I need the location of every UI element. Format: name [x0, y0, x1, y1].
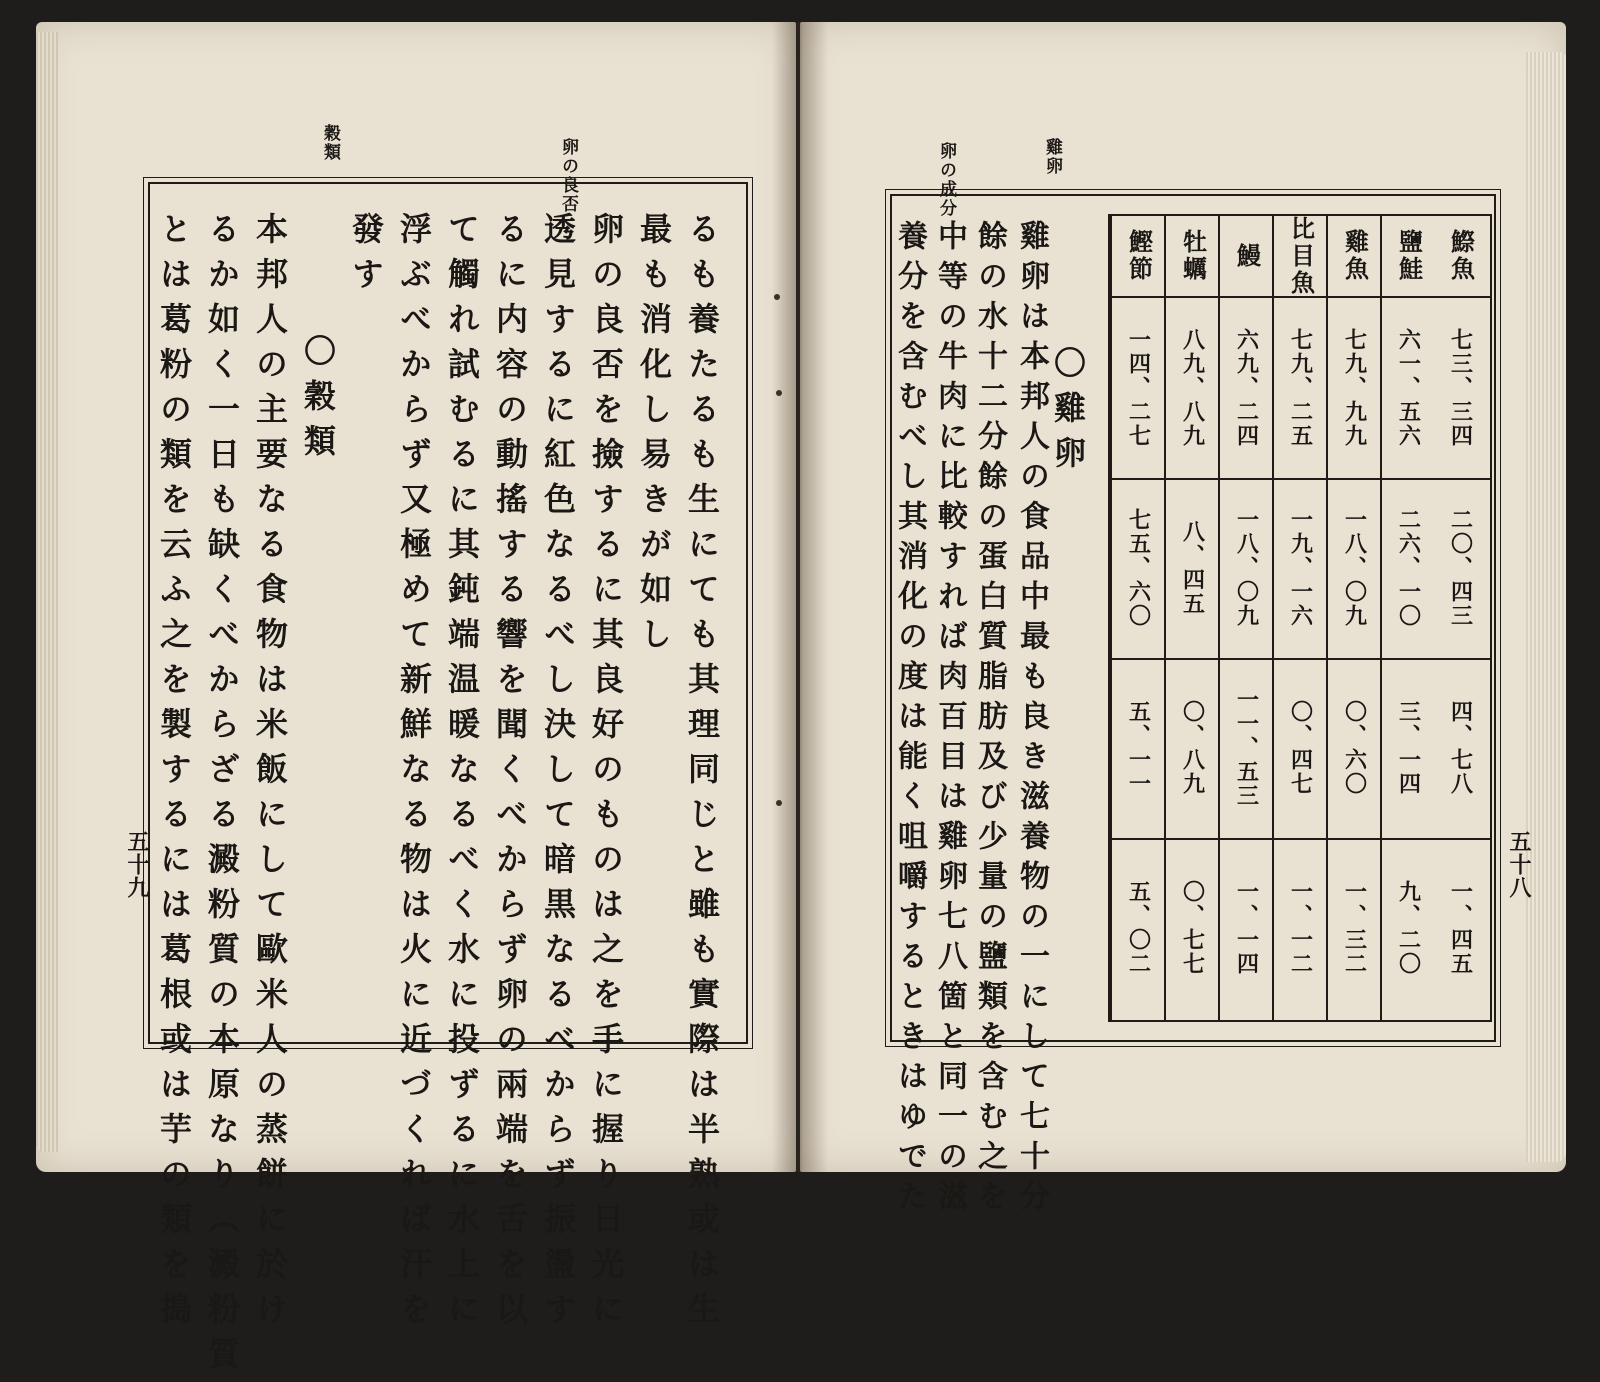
- table-column-eel: [1218, 216, 1274, 1020]
- table-row-rule: [1110, 478, 1490, 480]
- table-column-isaki: [1326, 216, 1382, 1020]
- text-column: 養分を含むべし其消化の度は能く咀嚼するときはゆでた: [892, 220, 927, 1220]
- table-header-cell: 鰻: [1232, 242, 1262, 270]
- table-cell: 〇、六〇: [1341, 700, 1368, 796]
- table-cell: 一八、〇九: [1341, 508, 1368, 628]
- table-cell: 五、〇二: [1125, 880, 1152, 976]
- table-cell: 〇、七七: [1179, 880, 1206, 976]
- table-column-katsuobushi: [1110, 216, 1166, 1020]
- side-note-grains: 穀類: [320, 124, 340, 162]
- table-cell: 六一、五六: [1395, 328, 1422, 448]
- page-number-right: 五十八: [1506, 830, 1532, 899]
- binding-hole: [774, 294, 780, 300]
- right-page-edges: [1526, 52, 1566, 1162]
- table-cell: 一四、二七: [1125, 328, 1152, 448]
- table-cell: 二六、一〇: [1395, 508, 1422, 628]
- table-header-cell: 鰹節: [1124, 229, 1154, 283]
- table-header-cell: 鰶魚: [1446, 229, 1476, 283]
- text-column: るに内容の動搖する響を聞くべからず卵の兩端を舌を以: [491, 212, 529, 1337]
- table-cell: 一一、五三: [1233, 688, 1260, 808]
- table-row-rule: [1110, 658, 1490, 660]
- text-column: 雞卵は本邦人の食品中最も良き滋養物の一にして七十分: [1014, 220, 1049, 1220]
- open-book: [36, 22, 1566, 1382]
- text-column: 餘の水十二分餘の蛋白質脂肪及び少量の鹽類を含む之を: [972, 220, 1007, 1220]
- book-gutter: [772, 22, 828, 1172]
- table-header-cell: 鹽鮭: [1394, 229, 1424, 283]
- table-header-cell: 雞魚: [1340, 229, 1370, 283]
- section-heading-grains: 〇穀類: [299, 334, 337, 469]
- text-column: 發す: [347, 212, 385, 302]
- text-column: 本邦人の主要なる食物は米飯にして歐米人の蒸餅に於け: [251, 212, 289, 1337]
- table-cell: 一、四五: [1447, 880, 1474, 976]
- table-cell: 一、三二: [1341, 880, 1368, 976]
- table-cell: 四、七八: [1447, 700, 1474, 796]
- table-cell: 七三、三四: [1447, 328, 1474, 448]
- text-column: 浮ぶべからず又極めて新鮮なる物は火に近づくれば汗を: [395, 212, 433, 1337]
- table-cell: 五、一一: [1125, 700, 1152, 796]
- table-cell: 七九、九九: [1341, 328, 1368, 448]
- table-column-konoshiro: [1434, 216, 1488, 1020]
- text-column: 最も消化し易きが如し: [635, 212, 673, 662]
- table-cell: 一八、〇九: [1233, 508, 1260, 628]
- table-column-oyster: [1164, 216, 1220, 1020]
- table-cell: 〇、八九: [1179, 700, 1206, 796]
- table-row-rule: [1110, 838, 1490, 840]
- text-column: 卵の良否を撿するに其良好のものは之を手に握り日光に: [587, 212, 625, 1337]
- table-column-flounder: [1272, 216, 1328, 1020]
- nutrition-table: [1108, 214, 1492, 1022]
- table-cell: 六九、二四: [1233, 328, 1260, 448]
- side-note-egg-composition: 卵の成分: [936, 142, 956, 218]
- table-cell: 〇、四七: [1287, 700, 1314, 796]
- table-cell: 三、一四: [1395, 700, 1422, 796]
- left-page: [36, 22, 796, 1382]
- binding-hole: [776, 390, 782, 396]
- table-column-salted-salmon: [1380, 216, 1436, 1020]
- right-text-frame: [890, 194, 1496, 1220]
- table-cell: 八九、八九: [1179, 328, 1206, 448]
- side-note-egg-quality: 卵の良否: [558, 138, 578, 214]
- text-column: るも養たるも生にても其理同じと雖も實際は半熟或は生: [683, 212, 721, 1337]
- text-column: 透見するに紅色なるべし決して暗黒なるべからず振盪す: [539, 212, 577, 1337]
- text-column: 中等の牛肉に比較すれば肉百目は雞卵七八箇と同一の滋: [932, 220, 967, 1220]
- table-header-cell: 比目魚: [1286, 215, 1316, 297]
- table-cell: 七九、二五: [1287, 328, 1314, 448]
- right-page: [800, 22, 1566, 1220]
- side-note-chicken-egg: 雞卵: [1042, 138, 1062, 176]
- table-header-cell: 牡蠣: [1178, 229, 1208, 283]
- text-column: るか如く一日も缺くべからざる澱粉質の本原なり（澱粉質: [203, 212, 241, 1382]
- table-cell: 八、四五: [1179, 520, 1206, 616]
- left-text-frame: [148, 182, 748, 1382]
- text-column: とは葛粉の類を云ふ之を製するには葛根或は芋の類を搗: [155, 212, 193, 1337]
- table-header-rule: [1110, 216, 1490, 298]
- section-heading-chicken-egg: 〇雞卵: [1049, 346, 1087, 481]
- binding-hole: [776, 800, 782, 806]
- left-page-edges: [36, 32, 58, 1152]
- page-number-left: 五十九: [124, 830, 150, 899]
- table-cell: 七五、六〇: [1125, 508, 1152, 628]
- table-cell: 二〇、四三: [1447, 508, 1474, 628]
- table-cell: 一、一二: [1287, 880, 1314, 976]
- text-column: て觸れ試むるに其鈍端温暖なるべく水に投ずるに水上に: [443, 212, 481, 1337]
- table-cell: 九、二〇: [1395, 880, 1422, 976]
- table-cell: 一九、一六: [1287, 508, 1314, 628]
- table-cell: 一、一四: [1233, 880, 1260, 976]
